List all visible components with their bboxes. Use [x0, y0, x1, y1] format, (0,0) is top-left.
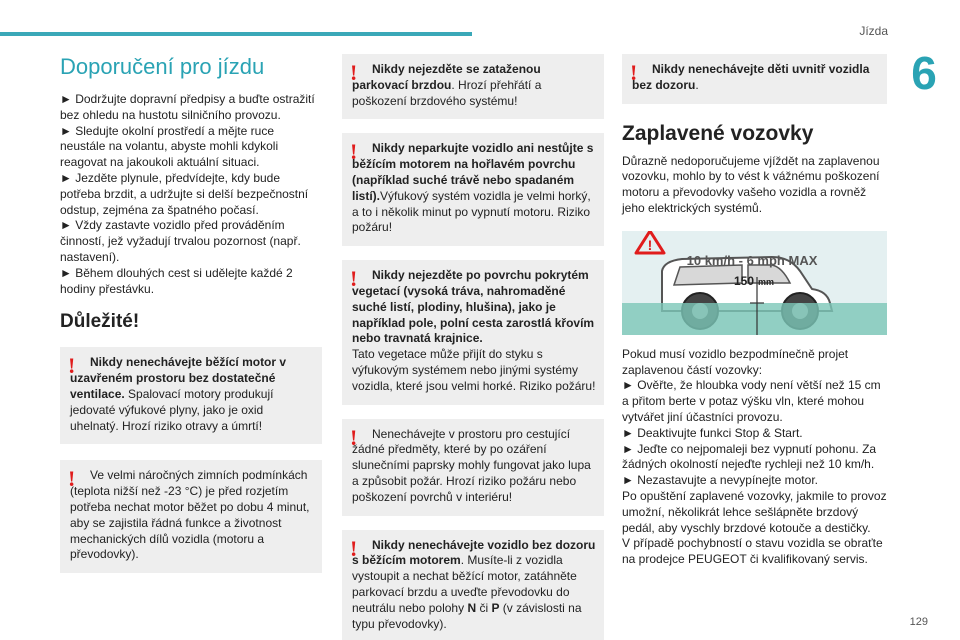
- warning-text: Tato vegetace může přijít do styku s výfukovým systémem nebo jinými systémy vozidla, které jsou velmi horké. Riziko požáru!: [352, 347, 596, 393]
- flood-illustration: [622, 231, 887, 335]
- bullet-marker: ►: [622, 425, 638, 440]
- outro-paragraph: V případě pochybností o stavu vozidla se obraťte na prodejce PEUGEOT či kvalifikovaný servis.: [622, 536, 883, 567]
- warning-box: [622, 54, 887, 104]
- bullet-item: Vždy zastavte vozidlo před prováděním činností, jež vyžadují trvalou pozornost (např. nastavení).: [60, 218, 301, 264]
- warning-text: či: [476, 600, 492, 615]
- flood-car-svg: [622, 231, 887, 335]
- warning-text: Nenechávejte v prostoru pro cestující žádné předměty, které by po ozáření slunečními paprsky mohly fungovat jako lupa a způsobit požár. Hrozí riziko požáru nebo poškození povrchů v interiéru!: [352, 426, 591, 504]
- depth-value: 150: [733, 273, 754, 288]
- column-2: [342, 54, 604, 640]
- warning-bold: Nikdy nenechávejte děti uvnitř vozidla bez dozoru: [632, 62, 870, 92]
- warning-text: . Musíte-li z vozidla vystoupit a nechat běžící motor, zatáhněte parkovací brzdu a uveďte převodovku do neutrálu nebo polohy: [352, 553, 577, 615]
- column-1: [60, 54, 322, 573]
- warning-icon: !: [350, 424, 358, 450]
- intro-paragraph: Důrazně nedoporučujeme vjíždět na zaplavenou vozovku, mohlo by to vést k vážnému poškození motoru a převodovky vašeho vozidla a rovněž jeho elektrických systémů.: [622, 153, 880, 215]
- warning-text: Spalovací motory produkují jedovaté výfukové plyny, jako je oxid uhelnatý. Hrozí riziko otravy a úmrtí!: [70, 386, 274, 433]
- warning-icon: !: [630, 60, 638, 85]
- bullet-marker: ►: [60, 170, 76, 185]
- warning-bold: Nikdy nenechávejte běžící motor v uzavřeném prostoru bez dostatečné ventilace.: [70, 355, 287, 401]
- warning-bold: Nikdy nenechávejte vozidlo bez dozoru s běžícím motorem: [352, 537, 596, 568]
- warning-icon: !: [350, 60, 358, 85]
- bullet-marker: ►: [60, 123, 76, 138]
- instructions-intro: Pokud musí vozidlo bezpodmínečně projet zaplavenou částí vozovky:: [622, 346, 849, 377]
- bullet-marker: ►: [60, 92, 76, 106]
- warning-icon: !: [350, 266, 358, 292]
- bullet-marker: ►: [60, 265, 76, 280]
- warning-icon: !: [68, 353, 76, 379]
- header-title: Jízda: [859, 24, 888, 38]
- warning-text: Výfukový systém vozidla je velmi horký, a to i několik minut po vypnutí motoru. Riziko požáru!: [352, 188, 591, 235]
- warning-text: Ve velmi náročných zimních podmínkách (teplota nižší než -23 °C) je před rozjetím potřeba nechat motor běžet po dobu 4 minut, aby se zajistila řádná funkce a životnost mechanických dílů vozidla (motoru a převodovky).: [70, 468, 310, 562]
- warning-bold: Nikdy nejezděte se zataženou parkovací brzdou: [352, 62, 541, 92]
- speed-label: 10 km/h - 6 mph MAX: [686, 252, 818, 268]
- header-accent-bar: [0, 32, 472, 36]
- bullet-item: Nezastavujte a nevypínejte motor.: [637, 473, 818, 488]
- gear-n: N: [467, 600, 477, 615]
- bullet-marker: ►: [622, 441, 638, 456]
- gear-p: P: [491, 600, 500, 615]
- important-heading: Důležité!: [60, 311, 140, 333]
- warning-box: [60, 460, 322, 573]
- outro-paragraph: Po opuštění zaplavené vozovky, jakmile to provoz umožní, několikrát lehce sešlápněte brzdový pedál, aby vyschly brzdové kotouče a destičky.: [622, 488, 887, 535]
- bullet-marker: ►: [60, 218, 76, 233]
- warning-bold: Nikdy neparkujte vozidlo ani nestůjte s běžícím motorem na hořlavém povrchu (například suché trávě nebo spadaném listí).: [352, 141, 594, 203]
- warning-box: [342, 260, 604, 404]
- bullet-item: Deaktivujte funkci Stop & Start.: [637, 425, 803, 440]
- warning-icon: !: [350, 535, 358, 561]
- instructions: [622, 347, 887, 568]
- bullet-item: Sledujte okolní prostředí a mějte ruce neustále na volantu, abyste mohli kdykoli reagovat na jakoukoli aktuální situaci.: [60, 123, 279, 170]
- section-heading: Doporučení pro jízdu: [60, 54, 265, 79]
- warning-box: [342, 419, 604, 516]
- warning-text: . Hrozí přehřátí a poškození brzdového systému!: [352, 77, 542, 108]
- bullet-item: Ověřte, že hloubka vody není větší než 15 cm a přitom berte v potaz výšku vln, které mohou vytvářet jiní účastníci provozu.: [622, 378, 881, 424]
- page-number: 129: [909, 616, 928, 628]
- bullet-marker: ►: [622, 378, 638, 393]
- bullet-item: Jezděte plynule, předvídejte, kdy bude potřeba brzdit, a udržujte si delší bezpečnostní odstup, zejména za špatného počasí.: [60, 170, 309, 217]
- section-heading: Zaplavené vozovky: [622, 121, 814, 145]
- svg-text:!: !: [647, 236, 653, 253]
- bullet-marker: ►: [622, 473, 638, 488]
- warning-text: .: [695, 77, 699, 92]
- water-area: [622, 303, 887, 335]
- depth-unit: mm: [758, 276, 775, 287]
- bullet-list: [60, 92, 322, 297]
- warning-box: [342, 54, 604, 119]
- chapter-number: 6: [911, 47, 937, 99]
- bullet-item: Dodržujte dopravní předpisy a buďte ostražití bez ohledu na hustotu silničního provozu.: [60, 92, 315, 122]
- warning-icon: !: [68, 466, 76, 492]
- warning-text: (v závislosti na typu převodovky).: [352, 600, 582, 631]
- warning-icon: !: [350, 139, 358, 165]
- warning-bold: Nikdy nejezděte po povrchu pokrytém vegetací (vysoká tráva, nahromaděné suché listí, plodiny, hlušina), jako je například pole, polní cesta zarostlá křovím nebo travnatá krajnice.: [352, 268, 595, 346]
- warning-box: [342, 530, 604, 640]
- warning-box: [342, 133, 604, 246]
- bullet-item: Jeďte co nejpomaleji bez vypnutí pohonu. Za žádných okolností nejeďte rychleji než 10 km/h.: [622, 441, 877, 472]
- bullet-item: Během dlouhých cest si udělejte každé 2 hodiny přestávku.: [60, 265, 293, 296]
- warning-box: [60, 347, 322, 444]
- column-3: [622, 54, 887, 568]
